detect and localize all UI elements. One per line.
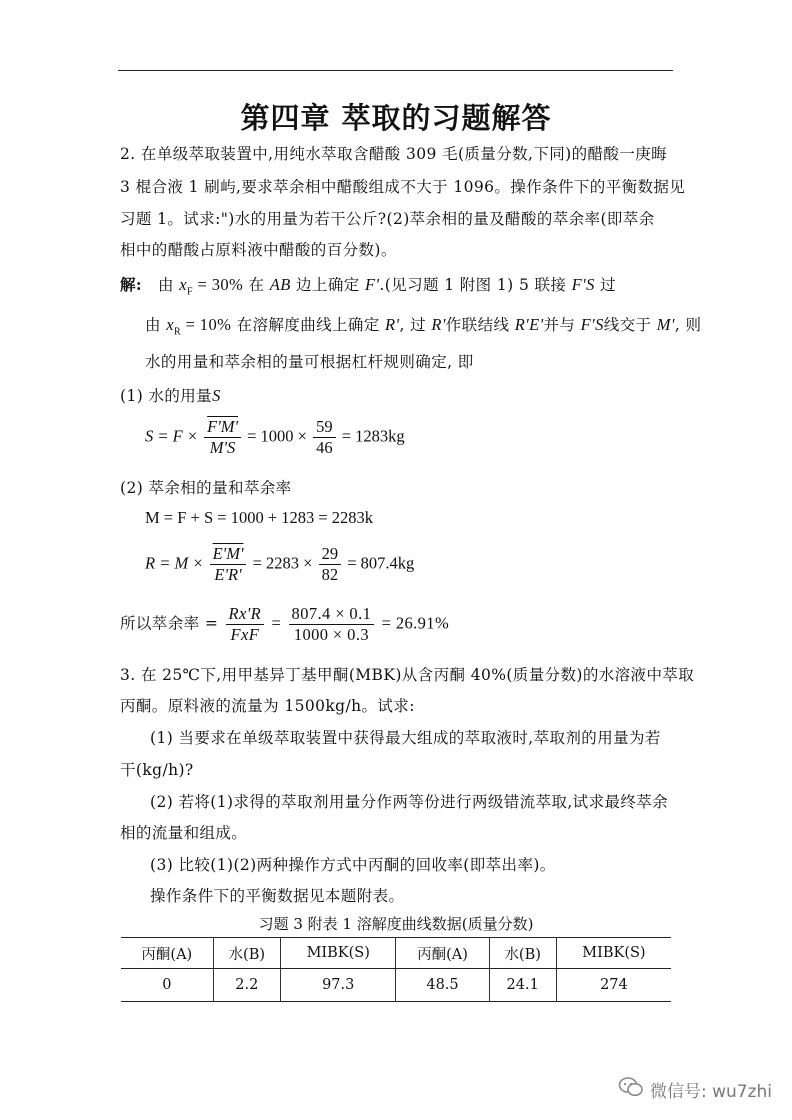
watermark xyxy=(618,1076,772,1103)
page-title: 第四章 萃取的习题解答 xyxy=(240,101,552,135)
equation-raffinate: R = M × $\frac{E'M'}{E'R'}$ = 2283 × $\frac{29}{82}$ = 807.4kg xyxy=(145,544,415,584)
problem2-line-1: 2. 在单级萃取装置中,用纯水萃取含醋酸 309 毛(质量分数,下同)的醋酸一庚晦 xyxy=(120,145,668,163)
table-caption: 习题 3 附表 1 溶解度曲线数据(质量分数) xyxy=(258,915,534,933)
table-header: 丙酮(A) xyxy=(396,938,489,969)
watermark-text: 微信号: wu7zhi xyxy=(649,1082,772,1102)
problem3-line-4: 干(kg/h)? xyxy=(120,761,194,779)
table-cell: 0 xyxy=(121,969,213,1002)
table-row xyxy=(121,969,671,1002)
problem2-line-2: 3 棍合液 1 刷屿,要求萃余相中醋酸组成不大于 1096。操作条件下的平衡数据见 xyxy=(120,178,686,196)
solubility-table xyxy=(121,937,671,1002)
item1-label: (1) 水的用量S xyxy=(120,386,221,405)
table-cell: 2.2 xyxy=(213,969,280,1002)
equation-mixture: M = F + S = 1000 + 1283 = 2283k xyxy=(145,508,374,527)
table-header: 水(B) xyxy=(213,938,280,969)
table-cell: 48.5 xyxy=(396,969,489,1002)
problem3-line-3: (1) 当要求在单级萃取装置中获得最大组成的萃取液时,萃取剂的用量为若 xyxy=(150,729,661,747)
table-cell: 24.1 xyxy=(489,969,556,1002)
problem2-line-4: 相中的醋酸占原料液中醋酸的百分数)。 xyxy=(120,241,397,259)
table-header: 丙酮(A) xyxy=(121,938,213,969)
problem3-line-7: (3) 比较(1)(2)两种操作方式中丙酮的回收率(即萃出率)。 xyxy=(150,856,556,874)
problem3-line-5: (2) 若将(1)求得的萃取剂用量分作两等份进行两级错流萃取,试求最终萃余 xyxy=(150,793,669,811)
problem3-line-1: 3. 在 25℃下,用甲基异丁基甲酮(MBK)从含丙酮 40%(质量分数)的水溶液中萃取 xyxy=(120,666,695,684)
solution-line-2: 由 $x_R = 10\%$ 在溶解度曲线上确定 R', 过 R'作联结线 R'E'并与 F'S线交于 M', 则 xyxy=(145,315,702,338)
problem2-line-3: 习题 1。试求:")水的用量为若干公斤?(2)萃余相的量及醋酸的萃余率(即萃余 xyxy=(120,210,655,228)
solution-label: 解: xyxy=(120,275,143,294)
solution-line-1: 解: 由 $x_F = 30\%$ 在 AB 边上确定 F'.(见习题 1 附图 1) 5 联接 F'S 过 xyxy=(120,275,616,298)
problem3-line-6: 相的流量和组成。 xyxy=(120,824,248,842)
wechat-icon xyxy=(618,1076,644,1103)
table-header: MIBK(S) xyxy=(556,938,671,969)
problem3-line-2: 丙酮。原料液的流量为 1500kg/h。试求: xyxy=(120,697,415,715)
table-header-row xyxy=(121,938,671,969)
table-cell: 97.3 xyxy=(280,969,396,1002)
problem3-line-8: 操作条件下的平衡数据见本题附表。 xyxy=(150,887,405,905)
table-cell: 274 xyxy=(556,969,671,1002)
table-header: 水(B) xyxy=(489,938,556,969)
top-rule xyxy=(118,70,673,71)
table-header: MIBK(S) xyxy=(280,938,396,969)
equation-raffinate-rate: 所以萃余率 = $\frac{Rx'R}{\text{FxF}}$ = $\frac{807.4 \times 0.1}{1000 \times 0.3}$ = 26.91% xyxy=(120,604,450,644)
item2-label: (2) 萃余相的量和萃余率 xyxy=(120,479,292,497)
equation-water-amount: S = F × $\frac{F'M'}{M'S}$ = 1000 × $\frac{59}{46}$ = 1283kg xyxy=(145,417,405,457)
solution-line-3: 水的用量和萃余相的量可根据杠杆规则确定, 即 xyxy=(145,353,474,371)
